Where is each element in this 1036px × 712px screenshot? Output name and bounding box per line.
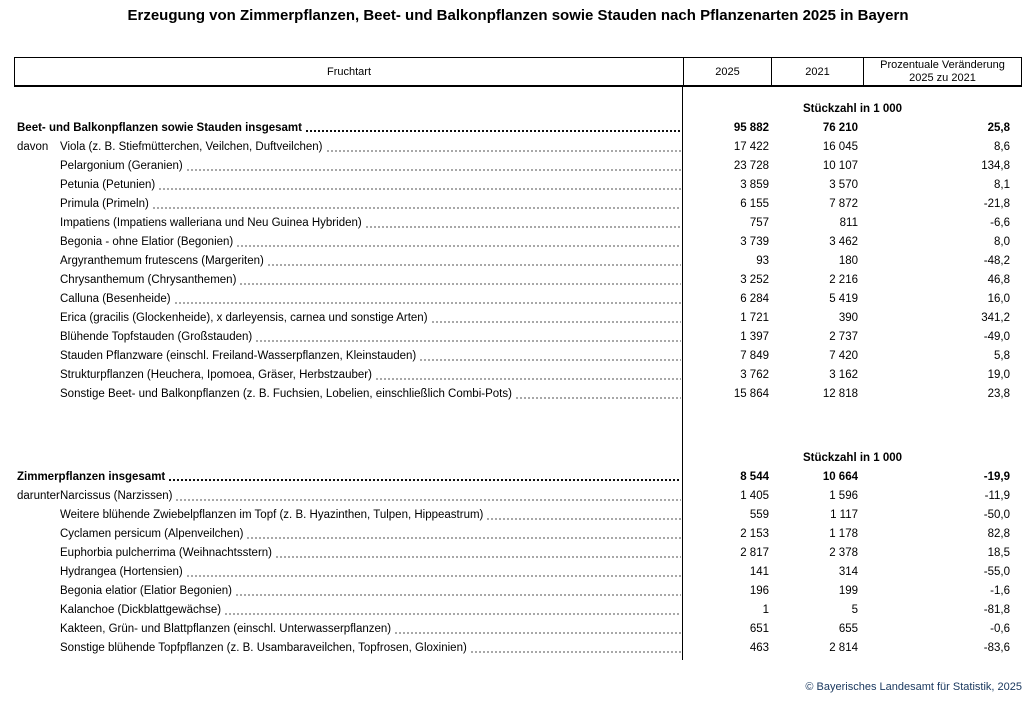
row-label-text: Strukturpflanzen (Heuchera, Ipomoea, Gräser, Herbstzauber) — [60, 368, 372, 381]
value-2025: 559 — [749, 508, 769, 521]
dot-leader — [419, 346, 681, 365]
row-label-text: Primula (Primeln) — [60, 197, 149, 210]
value-2025: 8 544 — [740, 470, 769, 483]
section-total-row — [14, 467, 1022, 486]
row-label — [60, 600, 683, 619]
value-change: -55,0 — [983, 565, 1010, 578]
row-label-text: Sonstige Beet- und Balkonpflanzen (z. B. Fuchsien, Lobelien, einschließlich Combi-Pots) — [60, 387, 512, 400]
table-row — [14, 232, 1022, 251]
table-row — [14, 156, 1022, 175]
row-label — [60, 486, 683, 505]
section-total-row — [14, 118, 1022, 137]
dot-leader — [186, 562, 681, 581]
column-divider-line — [682, 87, 683, 660]
row-label — [60, 289, 683, 308]
value-2021: 314 — [838, 565, 858, 578]
row-label-text: Euphorbia pulcherrima (Weihnachtsstern) — [60, 546, 272, 559]
value-2025: 7 849 — [740, 349, 769, 362]
value-change: -6,6 — [990, 216, 1010, 229]
row-label-text: Viola (z. B. Stiefmütterchen, Veilchen, Duftveilchen) — [60, 140, 323, 153]
row-label — [60, 365, 683, 384]
table-row — [14, 384, 1022, 403]
dot-leader — [168, 467, 681, 486]
value-2021: 1 178 — [829, 527, 858, 540]
row-label-text: Calluna (Besenheide) — [60, 292, 171, 305]
row-label-text: Beet- und Balkonpflanzen sowie Stauden insgesamt — [17, 121, 302, 134]
dot-leader — [431, 308, 681, 327]
table-row — [14, 346, 1022, 365]
dot-leader — [224, 600, 681, 619]
section-beet-und-balkonpflanzen — [14, 118, 1022, 403]
value-change: -1,6 — [990, 584, 1010, 597]
col-header-change-line2: 2025 zu 2021 — [909, 71, 976, 84]
row-label — [60, 213, 683, 232]
dot-leader — [186, 156, 681, 175]
value-2021: 655 — [838, 622, 858, 635]
row-label-text: Begonia elatior (Elatior Begonien) — [60, 584, 232, 597]
table-row — [14, 486, 1022, 505]
row-label — [60, 524, 683, 543]
row-label — [60, 270, 683, 289]
table-row — [14, 289, 1022, 308]
value-2025: 3 859 — [740, 178, 769, 191]
row-label-text: Chrysanthemum (Chrysanthemen) — [60, 273, 237, 286]
value-2025: 3 252 — [740, 273, 769, 286]
value-change: -19,9 — [983, 470, 1010, 483]
value-change: 18,5 — [987, 546, 1010, 559]
value-change: 19,0 — [987, 368, 1010, 381]
table-row — [14, 581, 1022, 600]
row-label — [60, 232, 683, 251]
row-label-text: Hydrangea (Hortensien) — [60, 565, 183, 578]
table-header — [14, 57, 1022, 87]
value-change: 23,8 — [987, 387, 1010, 400]
row-label — [60, 638, 683, 657]
dot-leader — [470, 638, 681, 657]
col-header-2021: 2021 — [772, 58, 864, 85]
table-row — [14, 638, 1022, 657]
col-header-change-line1: Prozentuale Veränderung — [880, 58, 1005, 71]
row-prefix: davon — [17, 140, 49, 153]
value-2025: 757 — [749, 216, 769, 229]
page-title: Erzeugung von Zimmerpflanzen, Beet- und Balkonpflanzen sowie Stauden nach Pflanzenarten 2025 in Bayern — [127, 7, 909, 24]
value-change: 341,2 — [981, 311, 1010, 324]
dot-leader — [174, 289, 681, 308]
row-label — [60, 581, 683, 600]
value-2021: 2 378 — [829, 546, 858, 559]
dot-leader — [267, 251, 681, 270]
dot-leader — [365, 213, 681, 232]
value-change: -50,0 — [983, 508, 1010, 521]
value-2025: 3 739 — [740, 235, 769, 248]
row-label — [14, 467, 683, 486]
dot-leader — [246, 524, 681, 543]
value-change: 82,8 — [987, 527, 1010, 540]
dot-leader — [235, 581, 681, 600]
value-2021: 3 162 — [829, 368, 858, 381]
row-label — [60, 619, 683, 638]
dot-leader — [326, 137, 681, 156]
row-prefix: darunter — [17, 489, 60, 502]
value-2021: 390 — [838, 311, 858, 324]
col-header-change — [864, 58, 1021, 85]
row-label — [60, 505, 683, 524]
spacer — [14, 87, 1022, 99]
value-2025: 3 762 — [740, 368, 769, 381]
value-change: 5,8 — [994, 349, 1010, 362]
value-2021: 811 — [839, 216, 858, 229]
table-row — [14, 600, 1022, 619]
unit-header-row — [14, 448, 1022, 467]
value-2021: 7 420 — [829, 349, 858, 362]
value-change: -49,0 — [983, 330, 1010, 343]
row-label-text: Weitere blühende Zwiebelpflanzen im Topf (z. B. Hyazinthen, Tulpen, Hippeastrum) — [60, 508, 484, 521]
value-change: -48,2 — [983, 254, 1010, 267]
value-2025: 15 864 — [733, 387, 769, 400]
value-change: 16,0 — [987, 292, 1010, 305]
row-label-text: Argyranthemum frutescens (Margeriten) — [60, 254, 264, 267]
table-row — [14, 175, 1022, 194]
table-row — [14, 505, 1022, 524]
table-row — [14, 365, 1022, 384]
value-2021: 2 737 — [829, 330, 858, 343]
value-2025: 2 817 — [740, 546, 769, 559]
table-row — [14, 308, 1022, 327]
col-header-2025: 2025 — [684, 58, 772, 85]
value-2025: 1 397 — [740, 330, 769, 343]
value-2021: 1 596 — [829, 489, 858, 502]
value-2021: 3 462 — [829, 235, 858, 248]
value-2021: 5 419 — [829, 292, 858, 305]
dot-leader — [375, 365, 681, 384]
row-label — [60, 327, 683, 346]
value-2021: 12 818 — [822, 387, 858, 400]
table-row — [14, 194, 1022, 213]
table-row — [14, 327, 1022, 346]
value-2025: 651 — [749, 622, 769, 635]
row-label-text: Sonstige blühende Topfpflanzen (z. B. Usambaraveilchen, Topfrosen, Gloxinien) — [60, 641, 467, 654]
dot-leader — [486, 505, 681, 524]
row-label — [60, 137, 683, 156]
value-2021: 76 210 — [822, 121, 858, 134]
table-row — [14, 137, 1022, 156]
value-2021: 2 814 — [829, 641, 858, 654]
col-header-fruchtart: Fruchtart — [15, 58, 684, 85]
value-2025: 2 153 — [740, 527, 769, 540]
value-2025: 1 721 — [740, 311, 769, 324]
row-label — [60, 384, 683, 403]
dot-leader — [239, 270, 681, 289]
value-2021: 16 045 — [822, 140, 858, 153]
row-label — [60, 251, 683, 270]
value-change: 46,8 — [987, 273, 1010, 286]
row-label-text: Begonia - ohne Elatior (Begonien) — [60, 235, 234, 248]
value-change: 8,0 — [994, 235, 1010, 248]
dot-leader — [152, 194, 681, 213]
unit-header: Stückzahl in 1 000 — [802, 102, 903, 115]
value-change: 8,1 — [994, 178, 1010, 191]
value-2025: 6 284 — [740, 292, 769, 305]
value-change: -0,6 — [990, 622, 1010, 635]
value-2021: 199 — [838, 584, 858, 597]
value-2025: 17 422 — [733, 140, 769, 153]
row-label — [14, 118, 683, 137]
value-2025: 23 728 — [733, 159, 769, 172]
value-2025: 141 — [749, 565, 769, 578]
row-label-text: Pelargonium (Geranien) — [60, 159, 183, 172]
value-2021: 10 664 — [822, 470, 858, 483]
value-2025: 6 155 — [740, 197, 769, 210]
copyright-note: © Bayerisches Landesamt für Statistik, 2025 — [805, 681, 1022, 693]
row-label — [60, 156, 683, 175]
row-label — [60, 562, 683, 581]
row-label-text: Narcissus (Narzissen) — [60, 489, 173, 502]
unit-header: Stückzahl in 1 000 — [802, 451, 903, 464]
value-change: -83,6 — [983, 641, 1010, 654]
dot-leader — [305, 118, 681, 137]
dot-leader — [175, 486, 681, 505]
row-label — [60, 543, 683, 562]
value-change: -81,8 — [983, 603, 1010, 616]
value-change: 25,8 — [987, 121, 1010, 134]
value-change: -21,8 — [983, 197, 1010, 210]
spacer — [14, 403, 1022, 448]
value-2025: 93 — [756, 254, 769, 267]
row-label-text: Kakteen, Grün- und Blattpflanzen (einschl. Unterwasserpflanzen) — [60, 622, 392, 635]
value-change: -11,9 — [984, 489, 1010, 502]
value-change: 8,6 — [994, 140, 1010, 153]
value-2021: 1 117 — [830, 508, 858, 521]
value-2025: 95 882 — [733, 121, 769, 134]
table-body — [14, 87, 1022, 657]
row-label — [60, 346, 683, 365]
value-2025: 1 405 — [740, 489, 769, 502]
table-row — [14, 524, 1022, 543]
table-row — [14, 213, 1022, 232]
value-2025: 463 — [749, 641, 769, 654]
value-2021: 2 216 — [829, 273, 858, 286]
row-label — [60, 175, 683, 194]
value-2021: 10 107 — [822, 159, 858, 172]
table-row — [14, 251, 1022, 270]
dot-leader — [275, 543, 681, 562]
dot-leader — [158, 175, 681, 194]
value-2021: 5 — [851, 603, 858, 616]
row-label-text: Cyclamen persicum (Alpenveilchen) — [60, 527, 244, 540]
row-label-text: Impatiens (Impatiens walleriana und Neu Guinea Hybriden) — [60, 216, 362, 229]
dot-leader — [236, 232, 681, 251]
row-label-text: Stauden Pflanzware (einschl. Freiland-Wasserpflanzen, Kleinstauden) — [60, 349, 417, 362]
table-row — [14, 543, 1022, 562]
value-2021: 180 — [838, 254, 858, 267]
section-zimmerpflanzen — [14, 467, 1022, 657]
value-2021: 3 570 — [829, 178, 858, 191]
row-label-text: Zimmerpflanzen insgesamt — [17, 470, 166, 483]
table-row — [14, 562, 1022, 581]
row-label-text: Erica (gracilis (Glockenheide), x darleyensis, carnea und sonstige Arten) — [60, 311, 428, 324]
row-label-text: Petunia (Petunien) — [60, 178, 156, 191]
dot-leader — [255, 327, 681, 346]
row-label — [60, 194, 683, 213]
value-change: 134,8 — [981, 159, 1010, 172]
value-2025: 196 — [749, 584, 769, 597]
value-2021: 7 872 — [829, 197, 858, 210]
value-2025: 1 — [762, 603, 769, 616]
dot-leader — [394, 619, 681, 638]
unit-header-row — [14, 99, 1022, 118]
table-row — [14, 619, 1022, 638]
table-row — [14, 270, 1022, 289]
dot-leader — [515, 384, 681, 403]
row-label-text: Kalanchoe (Dickblattgewächse) — [60, 603, 222, 616]
row-label-text: Blühende Topfstauden (Großstauden) — [60, 330, 253, 343]
row-label — [60, 308, 683, 327]
